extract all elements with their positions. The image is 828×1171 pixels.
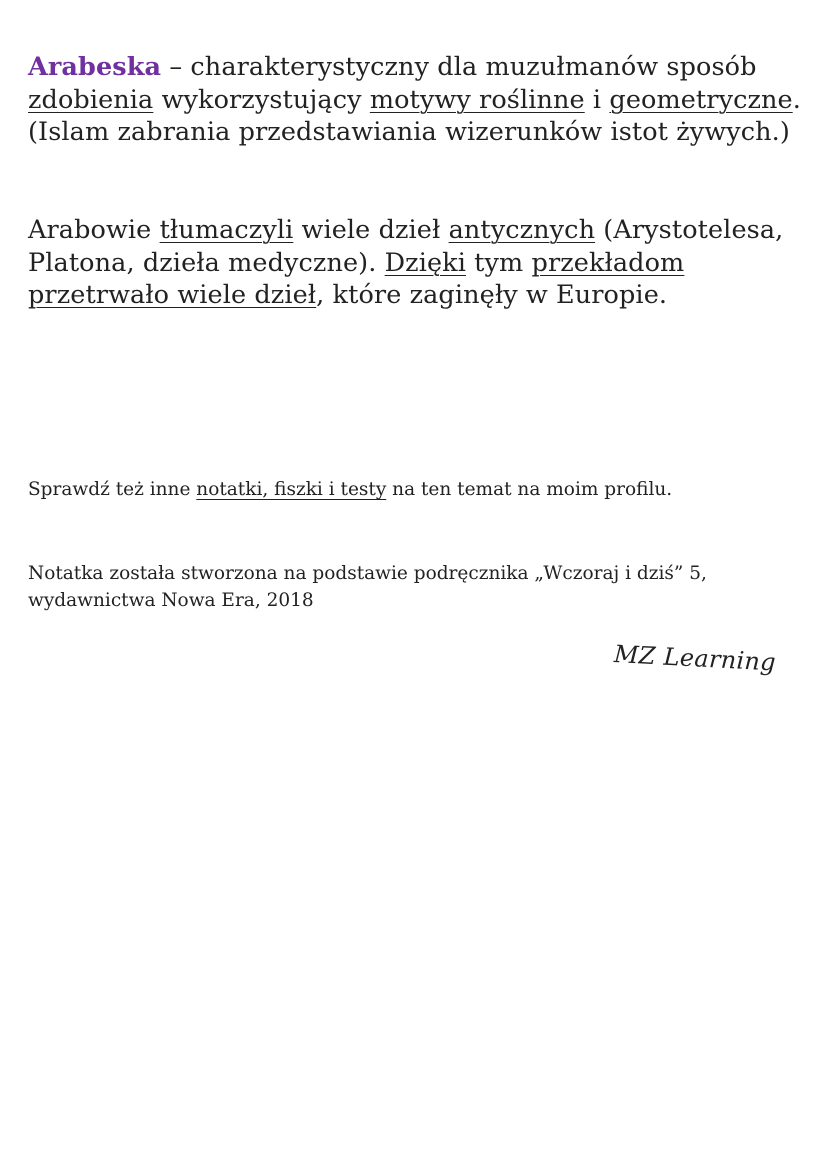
profile-materials-link[interactable]: notatki, fiszki i testy xyxy=(196,479,387,500)
underlined-antycznych: antycznych xyxy=(448,215,596,245)
underlined-zdobienia: zdobienia xyxy=(28,84,154,115)
underlined-geometryczne: geometryczne xyxy=(609,84,793,115)
text-segment: na ten temat na moim profilu. xyxy=(386,479,673,500)
underlined-przekladom: przekładom przetrwało wiele dzieł xyxy=(28,247,685,310)
text-segment: wiele dzieł xyxy=(293,215,449,245)
underlined-tlumaczyli: tłumaczyli xyxy=(159,215,294,245)
text-segment: wykorzystujący xyxy=(153,84,370,115)
underlined-dzieki: Dzięki xyxy=(384,247,466,278)
text-segment: , które zaginęły w Europie. xyxy=(316,280,668,310)
underlined-motywy-roslinne: motywy roślinne xyxy=(369,84,585,115)
text-segment: tym xyxy=(465,247,532,278)
text-segment: – charakterystyczny dla muzułmanów sposób xyxy=(161,52,757,82)
mz-learning-signature: MZ Learning xyxy=(613,640,777,677)
text-segment: i xyxy=(584,84,610,115)
translations-paragraph xyxy=(28,214,808,312)
term-arabeska: Arabeska xyxy=(28,52,162,82)
text-segment: Sprawdź też inne xyxy=(28,479,197,500)
profile-note xyxy=(28,476,818,503)
text-segment: . (Islam zabrania przedstawiania wizerunków istot żywych.) xyxy=(28,84,801,147)
source-note: Notatka została stworzona na podstawie podręcznika „Wczoraj i dziś” 5, wydawnictwa Nowa Era, 2018 xyxy=(28,563,707,611)
arabeska-definition-paragraph xyxy=(28,51,808,149)
text-segment: (Arystotelesa, Platona, dzieła medyczne). xyxy=(28,215,784,278)
text-segment: Arabowie xyxy=(28,215,160,245)
